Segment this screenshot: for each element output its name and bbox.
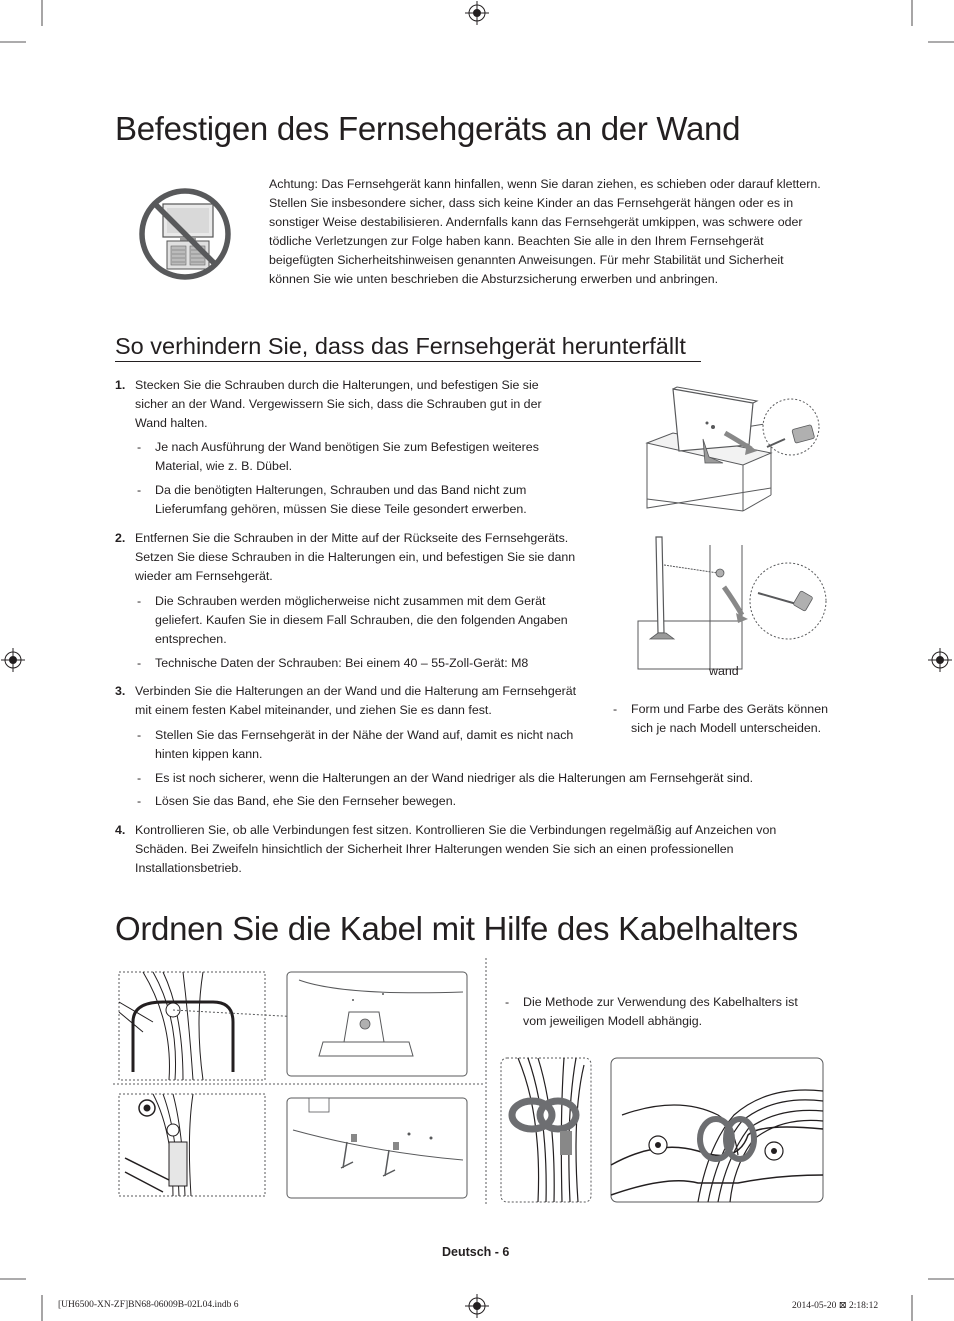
- note-text: Form und Farbe des Geräts können sich je nach Modell unterscheiden.: [631, 702, 828, 735]
- note-text: Die Schrauben werden möglicherweise nicht zusammen mit dem Gerät geliefert. Kaufen Sie in diesem Fall Schrauben, die den folgenden Angaben entsprechen.: [155, 594, 568, 646]
- wall-label: wand: [709, 664, 739, 678]
- section-divider: [484, 958, 488, 1208]
- step-number: 4.: [115, 823, 126, 837]
- registration-mark-right: [928, 648, 952, 672]
- note-text: Lösen Sie das Band, ehe Sie den Fernseher bewegen.: [155, 794, 457, 808]
- step-text: Entfernen Sie die Schrauben in der Mitte auf der Rückseite des Fernsehgeräts. Setzen Sie diese Schrauben in die Halterungen ein, und befestigen Sie sie dann wieder am Fernsehgerät.: [135, 531, 576, 583]
- subsection-title-prevent-falling: So verhindern Sie, dass das Fernsehgerät herunterfällt: [115, 333, 686, 359]
- illustration-cable-holder-steps: [113, 962, 485, 1202]
- page-number: Deutsch - 6: [442, 1245, 510, 1259]
- illustration-tv-bracket-on-stand: [643, 383, 823, 513]
- caution-text: Achtung: Das Fernsehgerät kann hinfallen, wenn Sie daran ziehen, es schieben oder darauf klettern. Stellen Sie insbesondere sicher, dass sich keine Kinder an das Fernsehgerät hängen oder es in sonstiger Weise destabilisieren. Andernfalls kann das Fernsehgerät umkippen, was schwere oder tödliche Verletzungen zur Folge haben kann. Beachten Sie alle in den Ihrem Fernsehgerät beigefügten Sicherheitshinweisen genannten Anweisungen. Für mehr Stabilität und Sicherheit können Sie wie unten beschrieben die Absturzsicherung erwerben und anbringen.: [269, 177, 821, 286]
- illustration-tv-side-view-wall: [638, 535, 838, 670]
- step-number: 1.: [115, 378, 126, 392]
- section-title-wall-mount: Befestigen des Fernsehgeräts an der Wand: [115, 110, 741, 147]
- section-title-cable-holder: Ordnen Sie die Kabel mit Hilfe des Kabelhalters: [115, 910, 798, 947]
- no-climbing-warning-icon: [137, 186, 233, 282]
- step-text: Verbinden Sie die Halterungen an der Wand und die Halterung am Fernsehgerät mit einem festen Kabel miteinander, und ziehen Sie es dann fest.: [135, 684, 577, 717]
- print-file-info: [UH6500-XN-ZF]BN68-06009B-02L04.indb 6: [58, 1300, 239, 1310]
- step-text: Kontrollieren Sie, ob alle Verbindungen fest sitzen. Kontrollieren Sie die Verbindungen regelmäßig auf Anzeichen von Schäden. Bei Zweifeln hinsichtlich der Sicherheit Ihrer Halterungen wenden Sie sich an einen professionellen Installationsbetrieb.: [135, 823, 777, 875]
- note-text: Die Methode zur Verwendung des Kabelhalters ist vom jeweiligen Modell abhängig.: [523, 995, 798, 1028]
- registration-mark-bottom: [465, 1294, 489, 1318]
- registration-mark-left: [1, 648, 25, 672]
- note-text: Es ist noch sicherer, wenn die Halterungen an der Wand niedriger als die Halterungen am Fernsehgerät sind.: [155, 771, 754, 785]
- step-number: 2.: [115, 531, 126, 545]
- illustration-cable-clip-closeup: [498, 1055, 828, 1205]
- step-text: Stecken Sie die Schrauben durch die Halterungen, und befestigen Sie sie sicher an der Wand. Vergewissern Sie sich, dass die Schrauben gut in der Wand halten.: [135, 378, 542, 430]
- note-text: Je nach Ausführung der Wand benötigen Sie zum Befestigen weiteres Material, wie z. B. Dübel.: [155, 440, 539, 473]
- subsection-underline: [115, 361, 701, 362]
- registration-mark-top: [465, 1, 489, 25]
- note-text: Technische Daten der Schrauben: Bei einem 40 – 55-Zoll-Gerät: M8: [155, 656, 529, 670]
- note-text: Stellen Sie das Fernsehgerät in der Nähe der Wand auf, damit es nicht nach hinten kippen kann.: [155, 728, 574, 761]
- step-number: 3.: [115, 684, 126, 698]
- note-text: Da die benötigten Halterungen, Schrauben und das Band nicht zum Lieferumfang gehören, müssen Sie diese Teile gesondert erwerben.: [155, 483, 527, 516]
- print-timestamp: 2014-05-20 ⊠ 2:18:12: [792, 1301, 879, 1311]
